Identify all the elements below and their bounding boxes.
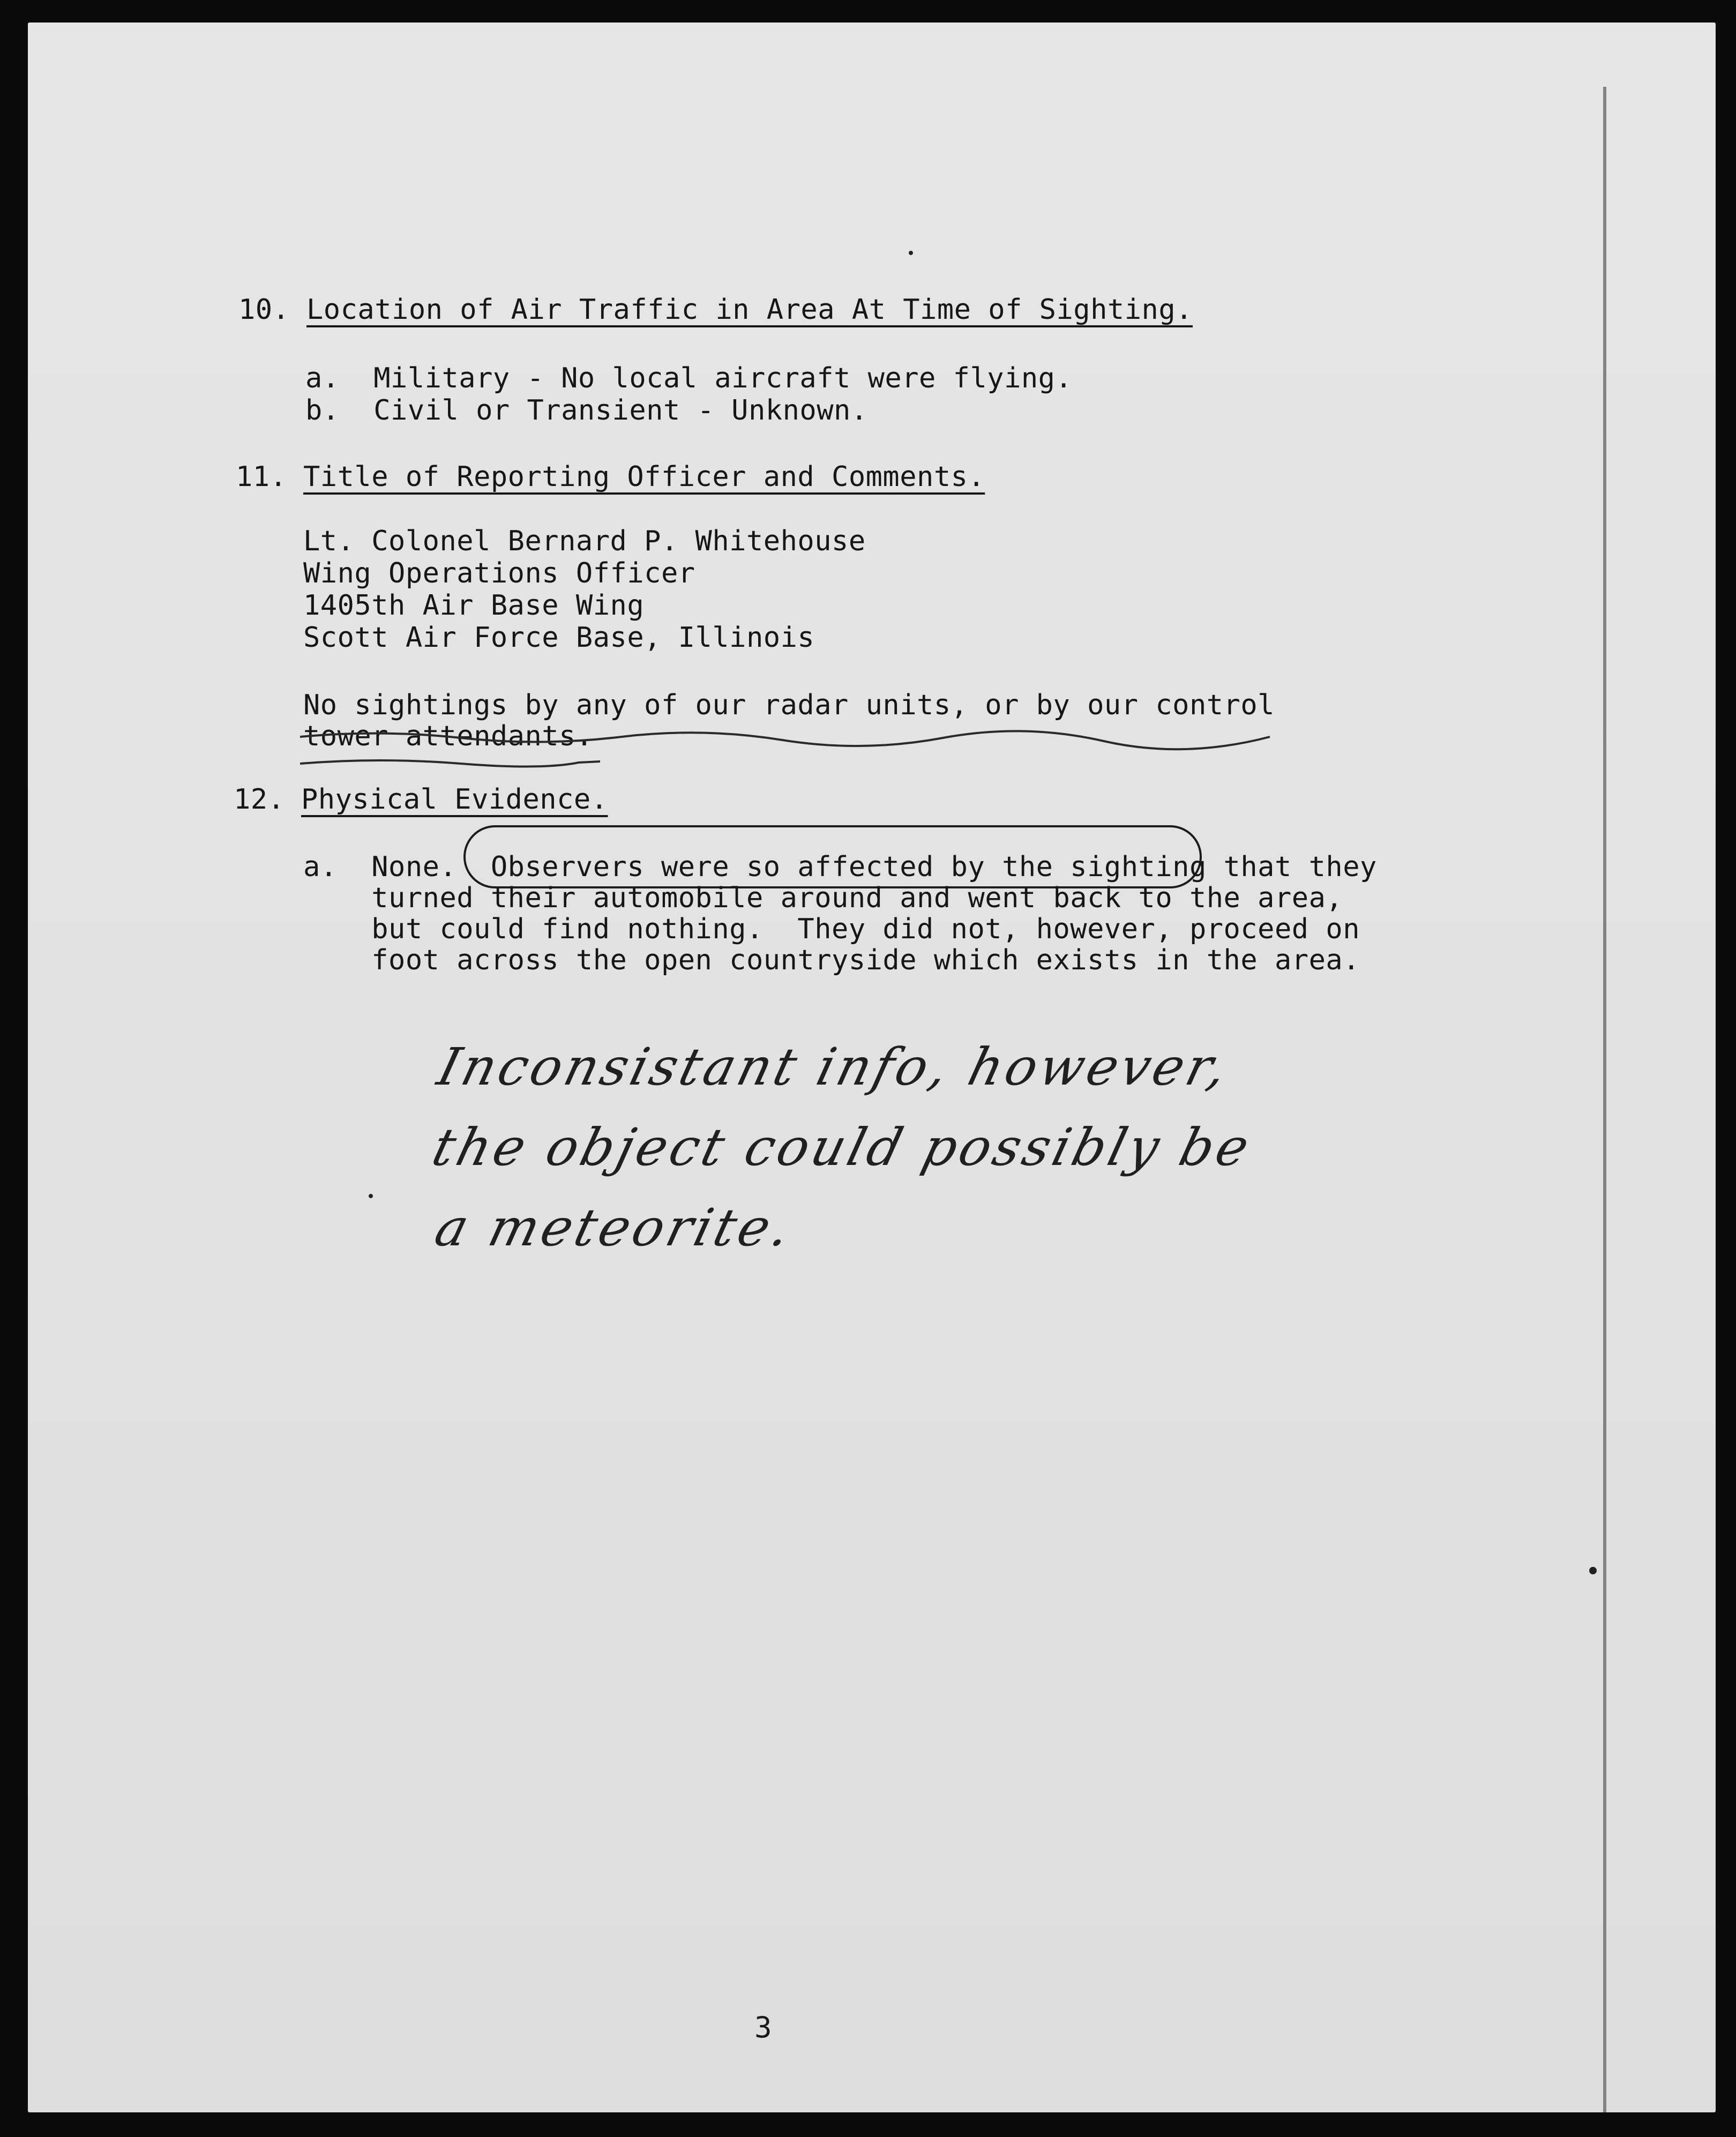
evidence-line-4: foot across the open countryside which exists in the area.	[303, 944, 1360, 976]
section-12-heading-text: Physical Evidence.	[301, 783, 608, 816]
officer-line-3: 1405th Air Base Wing	[303, 589, 645, 622]
section-11-number: 11.	[236, 461, 287, 493]
evidence-line-3: but could find nothing. They did not, however, proceed on	[303, 913, 1360, 945]
section-10-heading	[306, 294, 1193, 326]
section-12-number: 12.	[234, 783, 285, 816]
section-10-line-b: b. Civil or Transient - Unknown.	[305, 394, 868, 427]
section-12-heading	[301, 783, 608, 816]
section-11-heading	[303, 461, 985, 493]
section-11-heading-text: Title of Reporting Officer and Comments.	[303, 461, 985, 493]
page-edge-shadow	[1603, 87, 1606, 2112]
scan-speck	[1589, 1567, 1597, 1574]
page-number: 3	[754, 2011, 772, 2044]
section-10-heading-text: Location of Air Traffic in Area At Time of Sighting.	[306, 294, 1193, 326]
officer-line-2: Wing Operations Officer	[303, 557, 695, 589]
section-10-number: 10.	[238, 294, 290, 326]
evidence-line-2: turned their automobile around and went back to the area,	[303, 882, 1343, 914]
comment-line-2: tower attendants.	[303, 720, 593, 752]
comment-line-1: No sightings by any of our radar units, or by our control	[303, 689, 1275, 721]
section-10-line-a: a. Military - No local aircraft were flying.	[305, 362, 1073, 394]
handwritten-line-2: the object could possibly be	[426, 1117, 1259, 1177]
handwritten-line-3: a meteorite.	[429, 1198, 800, 1258]
handwritten-line-1: Inconsistant info, however,	[432, 1037, 1237, 1097]
officer-line-1: Lt. Colonel Bernard P. Whitehouse	[303, 525, 866, 557]
scan-speck	[369, 1194, 373, 1198]
comment-wavy-underline	[300, 726, 1275, 769]
officer-line-4: Scott Air Force Base, Illinois	[303, 622, 815, 654]
evidence-line-1: a. None. Observers were so affected by the sighting that they	[303, 851, 1377, 883]
scan-speck	[909, 251, 913, 255]
